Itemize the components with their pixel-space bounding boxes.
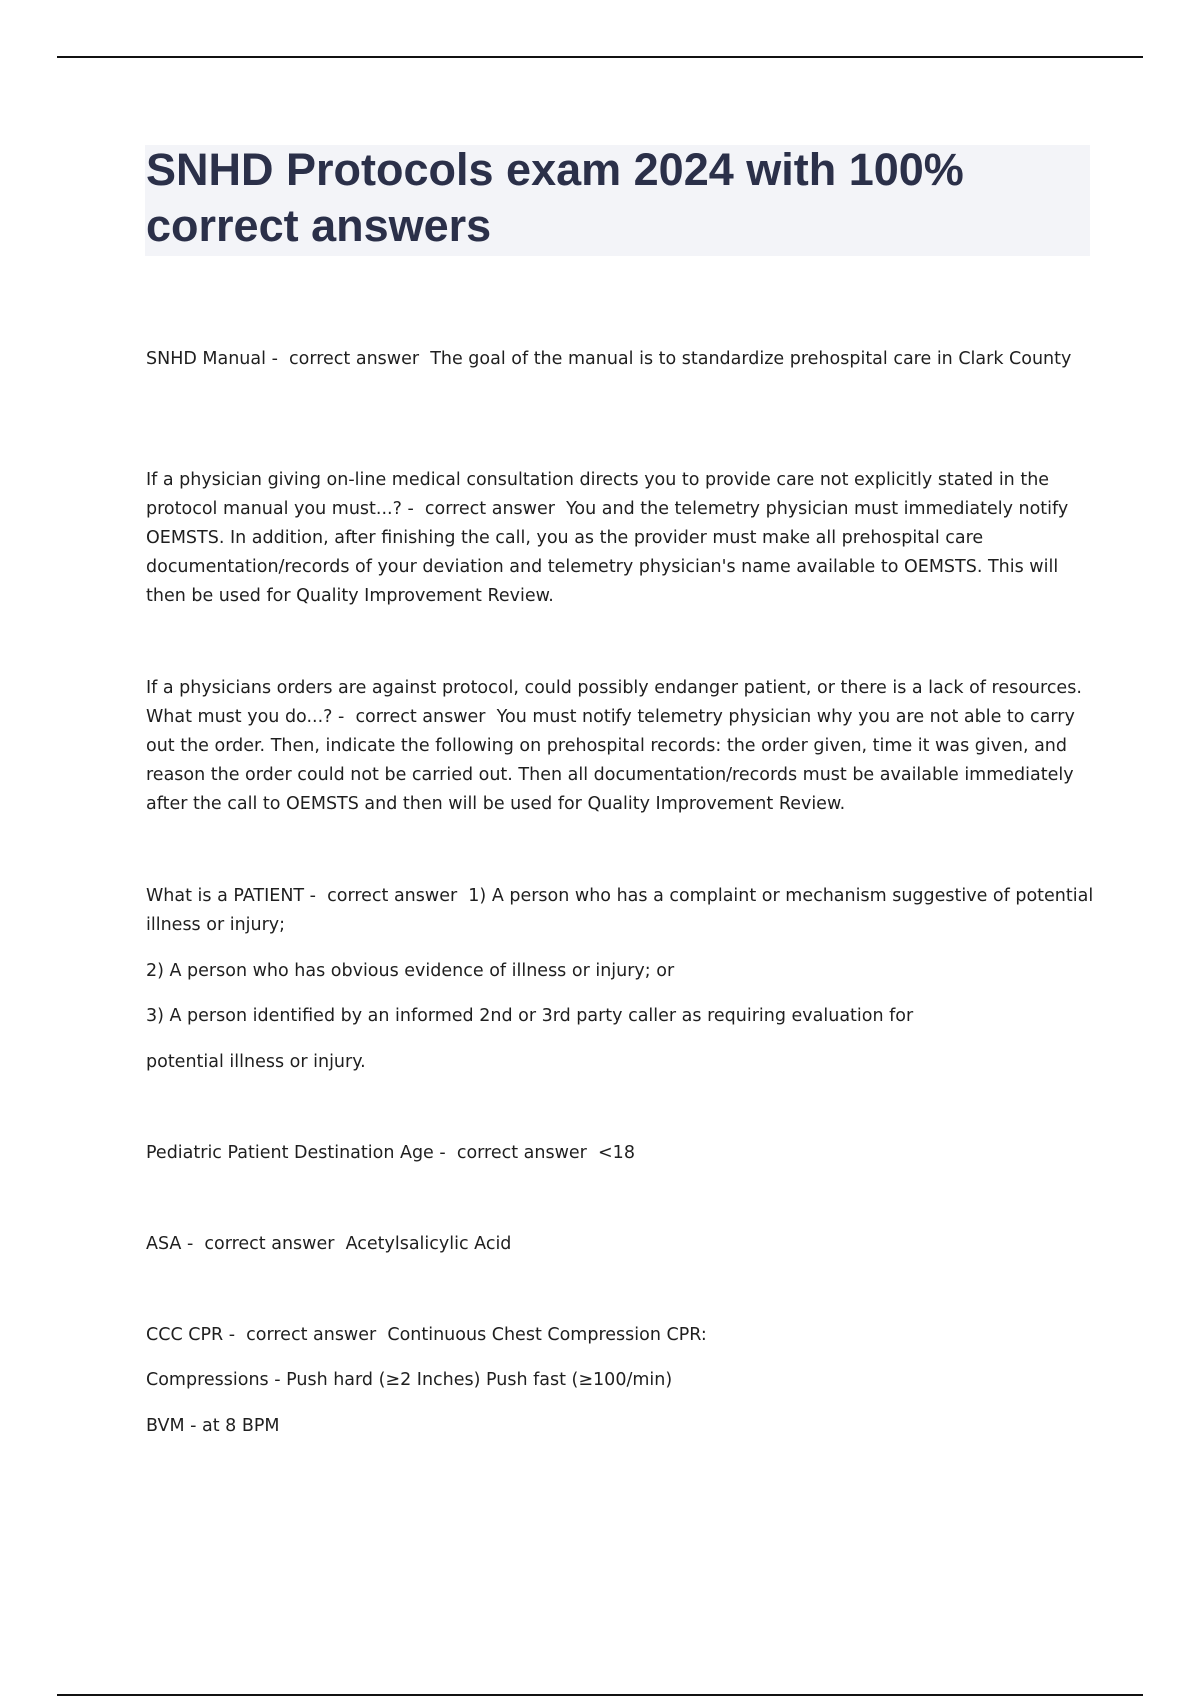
answer-separator: - correct answer: [332, 707, 497, 727]
answer-separator: - correct answer: [433, 1143, 599, 1163]
qa-item-pediatric-age: [146, 1139, 1096, 1168]
question-text: Pediatric Patient Destination Age: [146, 1143, 434, 1163]
bottom-rule: [57, 1694, 1143, 1696]
answer-separator: - correct answer: [304, 886, 469, 906]
question-text: SNHD Manual: [146, 349, 266, 369]
answer-separator: - correct answer: [181, 1234, 346, 1254]
answer-text: You must notify telemetry physician why you are not able to carry out the order. Then, indicate the following on prehospital records: the order given, time it was given, and reason the order could not be carried out. Then all documentation/records must be available immediately after the call to OEMSTS and then will be used for Quality Improvement Review.: [146, 707, 1075, 814]
question-text: CCC CPR: [146, 1325, 224, 1345]
answer-separator: - correct answer: [223, 1325, 388, 1345]
qa-item-asa: [146, 1230, 1096, 1259]
qa-item-online-consultation: [146, 466, 1096, 611]
top-rule: [57, 56, 1143, 58]
question-text: ASA: [146, 1234, 182, 1254]
answer-separator: - correct answer: [401, 499, 567, 519]
qa-item-snhd-manual: [146, 345, 1096, 374]
answer-separator: - correct answer: [266, 349, 431, 369]
question-text: If a physicians orders are against protocol, could possibly endanger patient, or there is a lack of resources. What must you do...?: [146, 678, 1082, 727]
qa-item-ccc-cpr: [146, 1321, 1096, 1350]
answer-text: Acetylsalicylic Acid: [345, 1234, 512, 1254]
answer-line: potential illness or injury.: [146, 1052, 366, 1072]
qa-item-orders-against-protocol: [146, 674, 1096, 819]
answer-text: <18: [598, 1143, 635, 1163]
document-title: SNHD Protocols exam 2024 with 100% correct answers: [146, 144, 964, 251]
answer-text: Continuous Chest Compression CPR:: [387, 1325, 707, 1345]
answer-line: 2) A person who has obvious evidence of illness or injury; or: [146, 961, 675, 981]
answer-line: Compressions - Push hard (≥2 Inches) Push fast (≥100/min): [146, 1370, 673, 1390]
question-text: What is a PATIENT: [146, 886, 305, 906]
answer-text: The goal of the manual is to standardize prehospital care in Clark County: [430, 349, 1072, 369]
question-text: If a physician giving on-line medical consultation directs you to provide care not explicitly stated in the protocol manual you must...?: [146, 470, 1050, 519]
answer-line: 3) A person identified by an informed 2nd or 3rd party caller as requiring evaluation for: [146, 1006, 914, 1026]
answer-text: 1) A person who has a complaint or mechanism suggestive of potential illness or injury;: [146, 886, 1094, 935]
qa-item-patient-definition: [146, 882, 1096, 940]
answer-text: You and the telemetry physician must immediately notify OEMSTS. In addition, after finishing the call, you as the provider must make all prehospital care documentation/records of your deviation and telemetry physician's name available to OEMSTS. This will then be used for Quality Improvement Review.: [146, 499, 1069, 606]
answer-line: BVM - at 8 BPM: [146, 1416, 280, 1436]
